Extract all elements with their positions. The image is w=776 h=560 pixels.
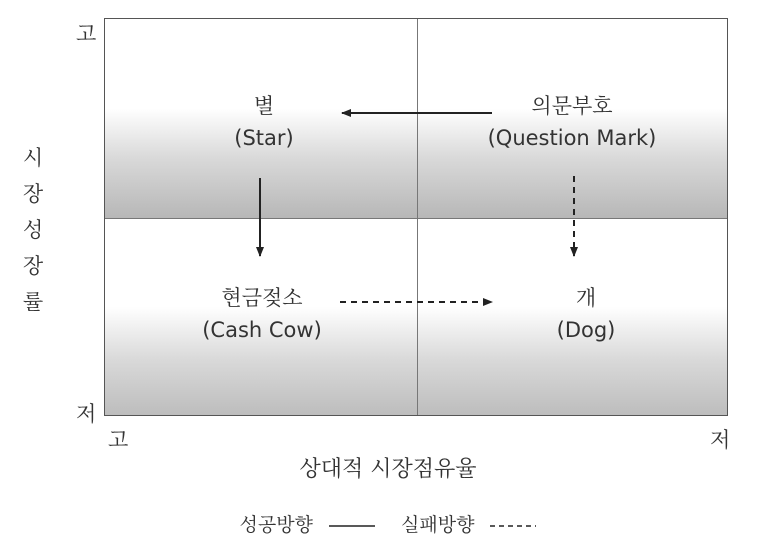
y-axis-low: 저 — [76, 402, 97, 426]
y-axis-high: 고 — [76, 22, 97, 46]
dog-english: (Dog) — [556, 318, 616, 342]
y-axis-label — [18, 140, 48, 320]
legend-failure-label: 실패방향 — [401, 514, 475, 536]
dashed-line-icon — [490, 521, 536, 531]
legend-failure — [401, 510, 536, 537]
y-axis-char: 시 — [22, 146, 44, 170]
legend-success-label: 성공방향 — [239, 514, 313, 536]
x-axis-label: 상대적 시장점유율 — [299, 457, 477, 482]
x-axis-high: 고 — [108, 428, 129, 452]
legend — [0, 510, 776, 537]
cash-cow-english: (Cash Cow) — [202, 318, 322, 342]
star-english: (Star) — [234, 126, 294, 150]
x-axis-low: 저 — [710, 428, 731, 452]
star-name: 별 — [253, 94, 275, 118]
cash-cow-name: 현금젖소 — [221, 286, 303, 310]
y-axis-char: 장 — [22, 182, 44, 206]
dog-name: 개 — [575, 286, 597, 310]
solid-line-icon — [329, 521, 375, 531]
question-mark-name: 의문부호 — [531, 94, 613, 118]
y-axis-char: 률 — [22, 290, 44, 314]
question-mark-english: (Question Mark) — [487, 126, 657, 150]
y-axis-char: 성 — [22, 218, 44, 242]
y-axis-char: 장 — [22, 254, 44, 278]
legend-success — [240, 510, 375, 537]
